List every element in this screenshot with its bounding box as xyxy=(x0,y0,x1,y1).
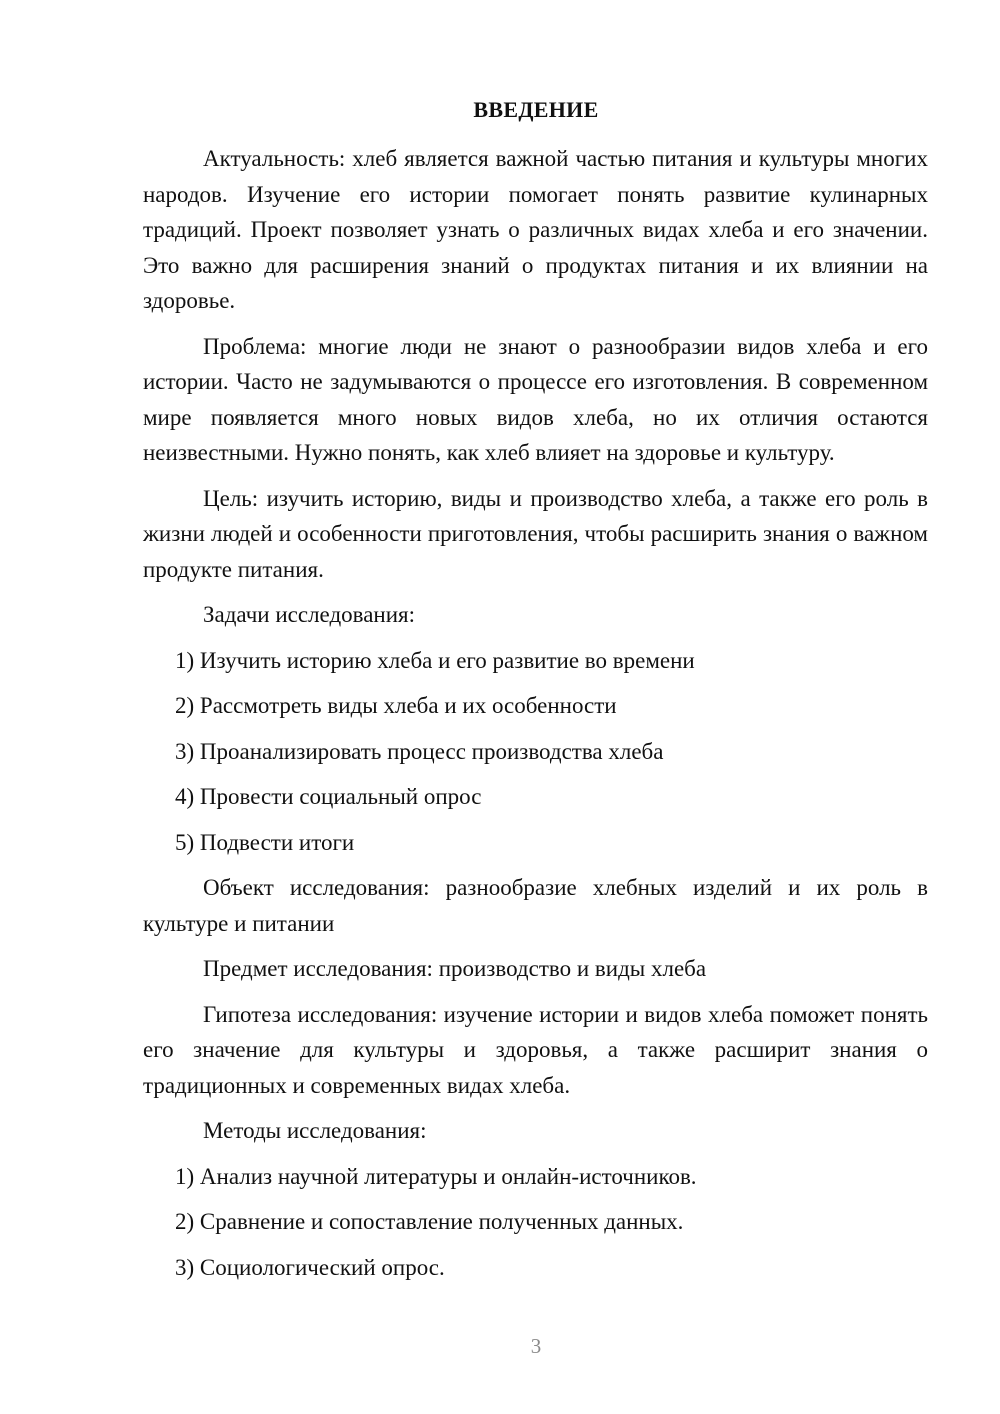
task-item: 1) Изучить историю хлеба и его развитие во времени xyxy=(175,647,695,673)
goal-paragraph: Цель: изучить историю, виды и производство хлеба, а также его роль в жизни людей и особенности приготовления, чтобы расширить знания о важном продукте питания. xyxy=(143,485,928,582)
tasks-heading: Задачи исследования: xyxy=(203,602,416,627)
page-title: ВВЕДЕНИЕ xyxy=(473,97,599,122)
method-item: 3) Социологический опрос. xyxy=(175,1254,445,1280)
task-item: 2) Рассмотреть виды хлеба и их особенности xyxy=(175,693,617,718)
task-item: 3) Проанализировать процесс производства хлеба xyxy=(175,738,664,764)
document-body xyxy=(143,141,928,1295)
hypothesis-paragraph: Гипотеза исследования: изучение истории и видов хлеба поможет понять его значение для культуры и здоровья, а также расширит знания о традиционных и современных видах хлеба. xyxy=(143,1001,928,1098)
subject-paragraph: Предмет исследования: производство и виды хлеба xyxy=(203,956,707,981)
task-item: 4) Провести социальный опрос xyxy=(175,784,482,809)
page-number: 3 xyxy=(530,1334,542,1358)
object-paragraph: Объект исследования: разнообразие хлебных изделий и их роль в культуре и питании xyxy=(143,875,928,936)
task-item: 5) Подвести итоги xyxy=(175,829,355,855)
method-item: 2) Сравнение и сопоставление полученных данных. xyxy=(175,1209,684,1234)
methods-heading: Методы исследования: xyxy=(203,1118,427,1143)
relevance-paragraph: Актуальность: хлеб является важной частью питания и культуры многих народов. Изучение его истории помогает понять развитие кулинарных традиций. Проект позволяет узнать о различных видах хлеба и его значении. Это важно для расширения знаний о продуктах питания и их влиянии на здоровье. xyxy=(143,146,928,313)
problem-paragraph: Проблема: многие люди не знают о разнообразии видов хлеба и его истории. Часто не задумываются о процессе его изготовления. В современном мире появляется много новых видов хлеба, но их отличия остаются неизвестными. Нужно понять, как хлеб влияет на здоровье и культуру. xyxy=(143,333,928,465)
method-item: 1) Анализ научной литературы и онлайн-источников. xyxy=(175,1163,697,1189)
